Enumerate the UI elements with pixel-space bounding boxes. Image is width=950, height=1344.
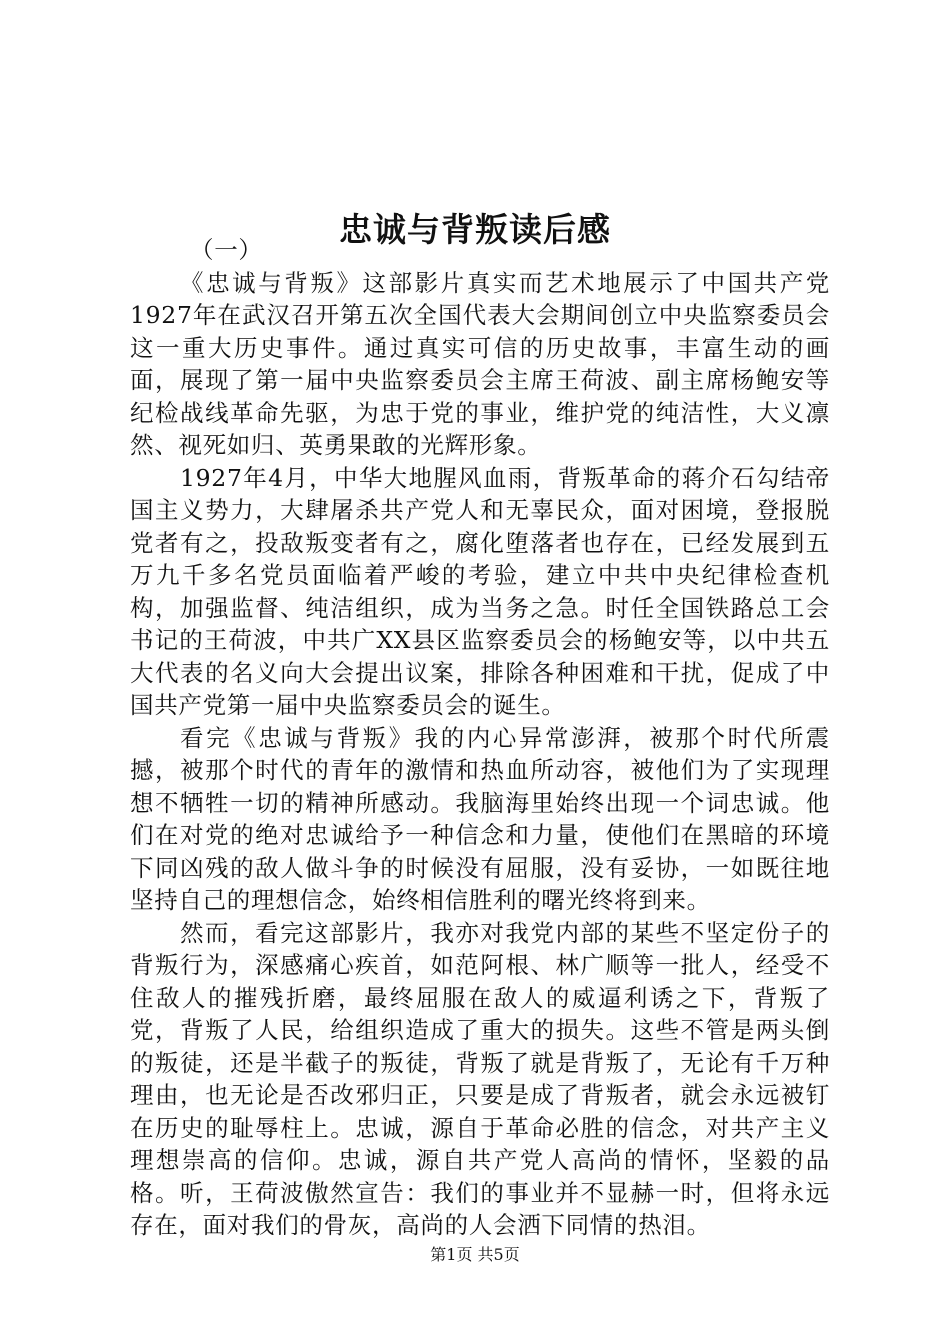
- paragraph: 1927年4月，中华大地腥风血雨，背叛革命的蒋介石勾结帝国主义势力，大肆屠杀共产党人和无辜民众，面对困境，登报脱党者有之，投敌叛变者有之，腐化堕落者也存在，已经发展到五万九千多名党员面临着严峻的考验，建立中共中央纪律检查机构，加强监督、纯洁组织，成为当务之急。时任全国铁路总工会书记的王荷波，中共广XX县区监察委员会的杨鲍安等，以中共五大代表的名义向大会提出议案，排除各种困难和干扰，促成了中国共产党第一届中央监察委员会的诞生。: [130, 463, 830, 719]
- section-marker: （一）: [190, 236, 263, 264]
- paragraph: 看完《忠诚与背叛》我的内心异常澎湃，被那个时代所震撼，被那个时代的青年的激情和热血所动容，被他们为了实现理想不牺牲一切的精神所感动。我脑海里始终出现一个词忠诚。他们在对党的绝对忠诚给予一种信念和力量，使他们在黑暗的环境下同凶残的敌人做斗争的时候没有屈服，没有妥协，一如既往地坚持自己的理想信念，始终相信胜利的曙光终将到来。: [130, 723, 830, 914]
- paragraph: 然而，看完这部影片，我亦对我党内部的某些不坚定份子的背叛行为，深感痛心疾首，如范阿根、林广顺等一批人，经受不住敌人的摧残折磨，最终屈服在敌人的威逼利诱之下，背叛了党，背叛了人民，给组织造成了重大的损失。这些不管是两头倒的叛徒，还是半截子的叛徒，背叛了就是背叛了，无论有千万种理由，也无论是否改邪归正，只要是成了背叛者，就会永远被钉在历史的耻辱柱上。忠诚，源自于革命必胜的信念，对共产主义理想崇高的信仰。忠诚，源自共产党人高尚的情怀，坚毅的品格。听，王荷波傲然宣告：我们的事业并不显赫一时，但将永远存在，面对我们的骨灰，高尚的人会洒下同情的热泪。: [130, 918, 830, 1239]
- document-title: 忠诚与背叛读后感: [339, 210, 611, 250]
- document-body: [130, 234, 830, 1242]
- page-number-footer: 第1页 共5页: [430, 1245, 520, 1264]
- paragraph: 《忠诚与背叛》这部影片真实而艺术地展示了中国共产党1927年在武汉召开第五次全国代表大会期间创立中央监察委员会这一重大历史事件。通过真实可信的历史故事，丰富生动的画面，展现了第一届中央监察委员会主席王荷波、副主席杨鲍安等纪检战线革命先驱，为忠于党的事业，维护党的纯洁性，大义凛然、视死如归、英勇果敢的光辉形象。: [130, 268, 830, 459]
